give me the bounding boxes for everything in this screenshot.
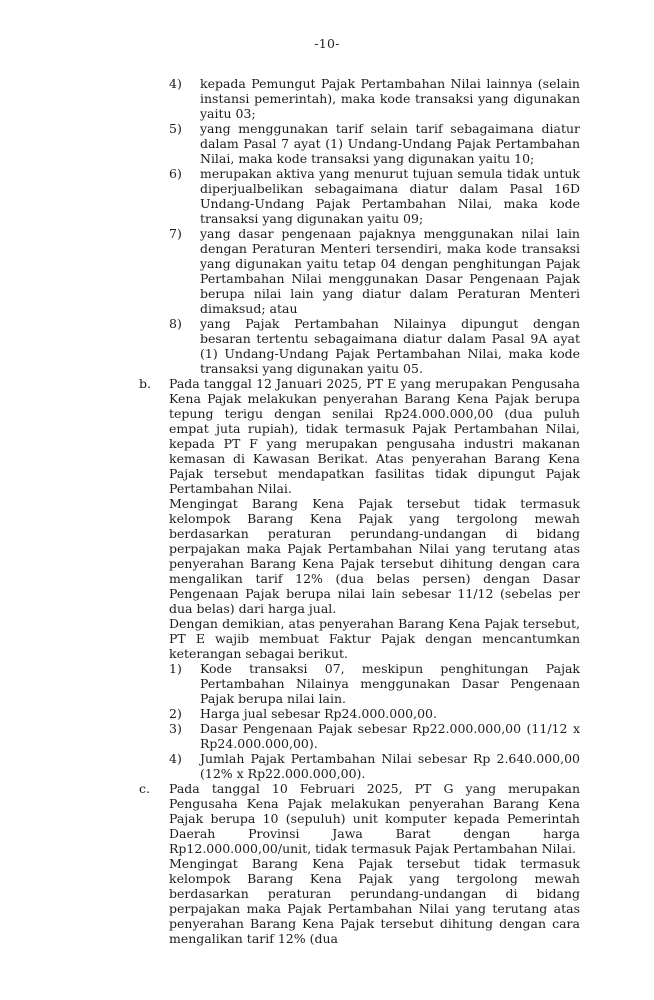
list-item-marker: b.: [139, 376, 151, 391]
list-item-marker: 5): [169, 121, 182, 136]
list-item-marker: 4): [169, 76, 182, 91]
list-item: [169, 316, 580, 376]
paragraph: Pada tanggal 10 Februari 2025, PT G yang merupakan Pengusaha Kena Pajak melakukan penyerahan Barang Kena Pajak berupa 10 (sepuluh) unit komputer kepada Pemerintah Daerah Provinsi Jawa Barat dengan harga Rp12.000.000,00/unit, tidak termasuk Pajak Pertambahan Nilai.: [169, 781, 580, 856]
list-item-text: merupakan aktiva yang menurut tujuan semula tidak untuk diperjualbelikan sebagaimana diatur dalam Pasal 16D Undang-Undang Pajak Pertambahan Nilai, maka kode transaksi yang digunakan yaitu 09;: [200, 166, 580, 226]
list-item-marker: 6): [169, 166, 182, 181]
list-item: [169, 751, 580, 781]
list-item-body: [169, 781, 580, 946]
list-item-text: Kode transaksi 07, meskipun penghitungan Pajak Pertambahan Nilainya menggunakan Dasar Pengenaan Pajak berupa nilai lain.: [200, 661, 580, 706]
list-item-marker: c.: [139, 781, 150, 796]
list-item-text: Jumlah Pajak Pertambahan Nilai sebesar Rp 2.640.000,00 (12% x Rp22.000.000,00).: [200, 751, 580, 781]
paragraph: Dengan demikian, atas penyerahan Barang Kena Pajak tersebut, PT E wajib membuat Faktur Pajak dengan mencantumkan keterangan sebagai berikut.: [169, 616, 580, 661]
page-number: -10-: [314, 36, 340, 51]
invoice-detail-list: [169, 661, 580, 781]
transaction-code-list: [169, 76, 580, 376]
list-item-marker: 4): [169, 751, 182, 766]
list-item: [169, 706, 580, 721]
list-item-marker: 3): [169, 721, 182, 736]
list-item-marker: 7): [169, 226, 182, 241]
list-item-c: [139, 781, 580, 946]
document-body: [139, 76, 580, 946]
list-item: [169, 661, 580, 706]
list-item-text: Dasar Pengenaan Pajak sebesar Rp22.000.000,00 (11/12 x Rp24.000.000,00).: [200, 721, 580, 751]
list-item: [169, 121, 580, 166]
paragraph: Pada tanggal 12 Januari 2025, PT E yang merupakan Pengusaha Kena Pajak melakukan penyerahan Barang Kena Pajak berupa tepung terigu dengan senilai Rp24.000.000,00 (dua puluh empat juta rupiah), tidak termasuk Pajak Pertambahan Nilai, kepada PT F yang merupakan pengusaha industri makanan kemasan di Kawasan Berikat. Atas penyerahan Barang Kena Pajak tersebut mendapatkan fasilitas tidak dipungut Pajak Pertambahan Nilai.: [169, 376, 580, 496]
list-item: [169, 76, 580, 121]
list-item-body: [169, 376, 580, 781]
paragraph: Mengingat Barang Kena Pajak tersebut tidak termasuk kelompok Barang Kena Pajak yang tergolong mewah berdasarkan peraturan perundang-undangan di bidang perpajakan maka Pajak Pertambahan Nilai yang terutang atas penyerahan Barang Kena Pajak tersebut dihitung dengan cara mengalikan tarif 12% (dua: [169, 856, 580, 946]
list-item: [169, 166, 580, 226]
list-item-marker: 8): [169, 316, 182, 331]
list-item: [169, 226, 580, 316]
list-item-marker: 1): [169, 661, 182, 676]
list-item-text: yang Pajak Pertambahan Nilainya dipungut dengan besaran tertentu sebagaimana diatur dalam Pasal 9A ayat (1) Undang-Undang Pajak Pertambahan Nilai, maka kode transaksi yang digunakan yaitu 05.: [200, 316, 580, 376]
list-item-text: kepada Pemungut Pajak Pertambahan Nilai lainnya (selain instansi pemerintah), maka kode transaksi yang digunakan yaitu 03;: [200, 76, 580, 121]
list-item-text: Harga jual sebesar Rp24.000.000,00.: [200, 706, 437, 721]
paragraph: Mengingat Barang Kena Pajak tersebut tidak termasuk kelompok Barang Kena Pajak yang tergolong mewah berdasarkan peraturan perundang-undangan di bidang perpajakan maka Pajak Pertambahan Nilai yang terutang atas penyerahan Barang Kena Pajak tersebut dihitung dengan cara mengalikan tarif 12% (dua belas persen) dengan Dasar Pengenaan Pajak berupa nilai lain sebesar 11/12 (sebelas per dua belas) dari harga jual.: [169, 496, 580, 616]
list-item-text: yang dasar pengenaan pajaknya menggunakan nilai lain dengan Peraturan Menteri tersendiri, maka kode transaksi yang digunakan yaitu tetap 04 dengan penghitungan Pajak Pertambahan Nilai menggunakan Dasar Pengenaan Pajak berupa nilai lain yang diatur dalam Peraturan Menteri dimaksud; atau: [200, 226, 580, 316]
list-item: [169, 721, 580, 751]
list-item-text: yang menggunakan tarif selain tarif sebagaimana diatur dalam Pasal 7 ayat (1) Undang-Undang Pajak Pertambahan Nilai, maka kode transaksi yang digunakan yaitu 10;: [200, 121, 580, 166]
list-item-marker: 2): [169, 706, 182, 721]
list-item-b: [139, 376, 580, 781]
